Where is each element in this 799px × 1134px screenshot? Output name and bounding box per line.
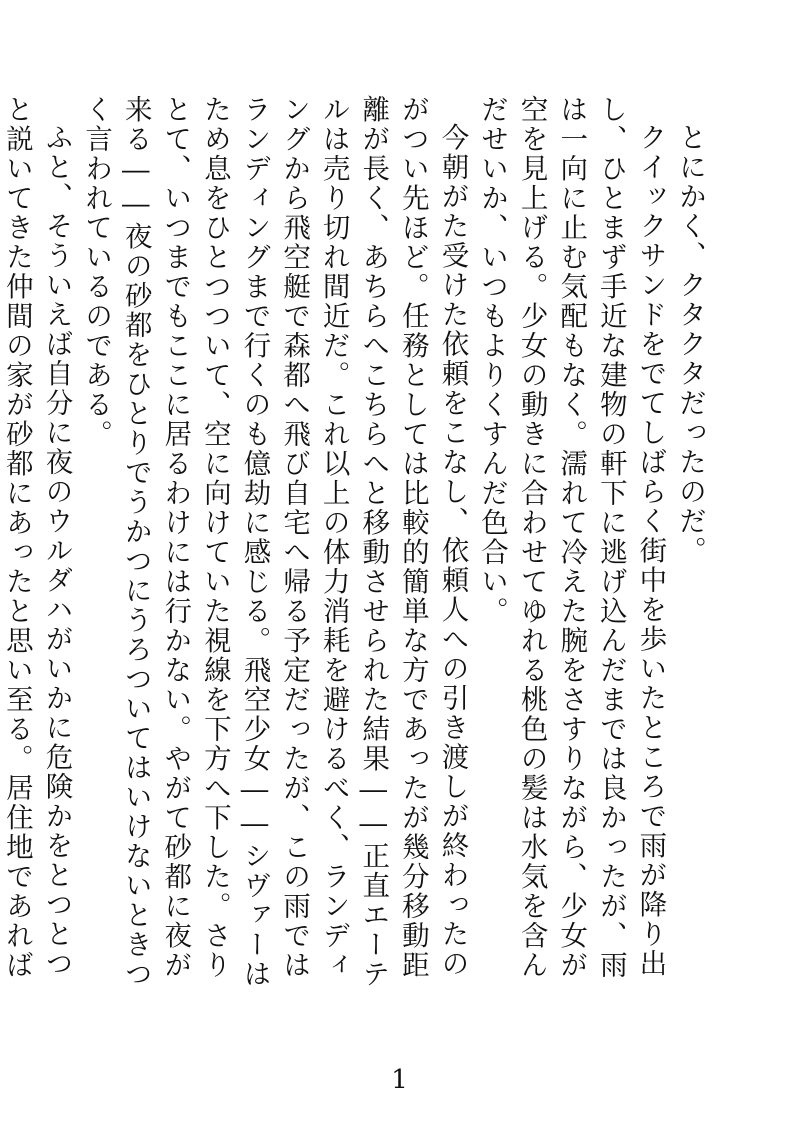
paragraph-2: クイックサンドをでてしばらく街中を歩いたところで雨が降り出し、ひとまず手近な建物の軒下に逃げ込んだまでは良かったが、雨は一向に止む気配もなく。濡れて冷えた腕をさすりながら、少女が空を見上げる。少女の動きに合わせてゆれる桃色の髪は水気を含んだせいか、いつもよりくすんだ色合い。 bbox=[476, 95, 667, 980]
page-number: 1 bbox=[391, 1065, 408, 1095]
paragraph-4: ふと、そういえば自分に夜のウルダハがいかに危険かをとつとつと説いてきた仲間の家が砂都にあったと思い至る。居住地であれば bbox=[0, 95, 73, 980]
paragraph-3: 今朝がた受けた依頼をこなし、依頼人への引き渡しが終わったのがつい先ほど。任務としては比較的簡単な方であったが幾分移動距離が長く、あちらへこちらへと移動させられた結果――正直エーテルは売り切れ間近だ。これ以上の体力消耗を避けるべく、ランディングから飛空艇で森都へ飛び自宅へ帰る予定だったが、この雨ではランディングまで行くのも億劫に感じる。飛空少女――シヴァーはため息をひとつついて、空に向けていた視線を下方へ下した。さりとて、いつまでもここに居るわけには行かない。やがて砂都に夜が来る――夜の砂都をひとりでうかつにうろついてはいけないときつく言われているのである。 bbox=[80, 95, 469, 989]
body-text bbox=[0, 95, 709, 995]
paragraph-1: とにかく、クタクタだったのだ。 bbox=[674, 122, 706, 565]
